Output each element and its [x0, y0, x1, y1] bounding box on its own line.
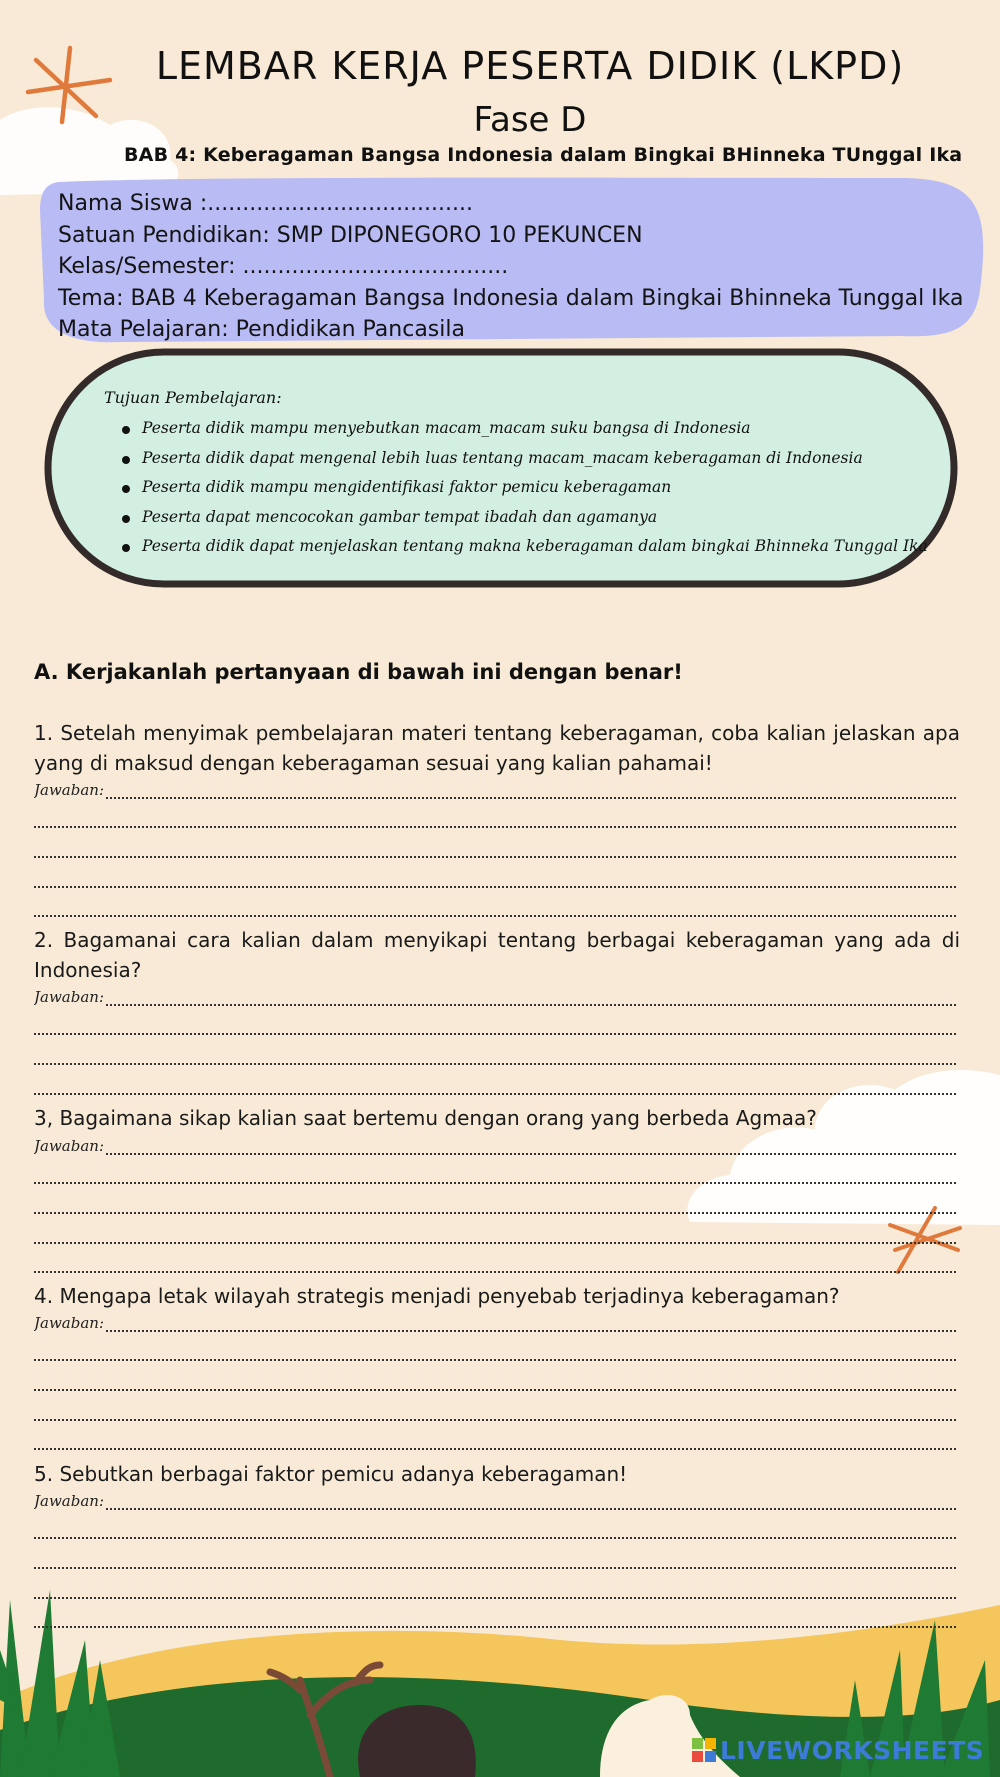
answer-area-2[interactable]: [34, 983, 956, 1102]
answer-line[interactable]: [34, 1042, 956, 1072]
answer-line[interactable]: [34, 1309, 956, 1339]
class-semester-line: Kelas/Semester: ......................................: [58, 254, 509, 279]
answer-line[interactable]: [34, 1251, 956, 1281]
question-1: 1. Setelah menyimak pembelajaran materi tentang keberagaman, coba kalian jelaskan apa yang di maksud dengan keberagaman sesuai yang kalian pahamai!: [34, 721, 960, 775]
student-info: [58, 188, 964, 346]
answer-line[interactable]: [34, 806, 956, 836]
question-5: 5. Sebutkan berbagai faktor pemicu adanya keberagaman!: [34, 1462, 628, 1486]
objective-item: Peserta didik mampu menyebutkan macam_macam suku bangsa di Indonesia: [118, 414, 928, 444]
objective-item: Peserta didik mampu mengidentifikasi faktor pemicu keberagaman: [118, 473, 928, 503]
answer-label: Jawaban:: [34, 988, 104, 1006]
school-line: Satuan Pendidikan: SMP DIPONEGORO 10 PEKUNCEN: [58, 222, 643, 248]
answer-label: Jawaban:: [34, 1314, 104, 1332]
answer-line[interactable]: [34, 1072, 956, 1102]
watermark[interactable]: LIVEWORKSHEETS: [720, 1736, 985, 1765]
answer-label: Jawaban:: [34, 1137, 104, 1155]
answer-line[interactable]: [34, 1606, 956, 1636]
liveworksheets-logo-icon: [692, 1738, 716, 1762]
subject-line: Mata Pelajaran: Pendidikan Pancasila: [58, 317, 465, 342]
objective-item: Peserta dapat mencocokan gambar tempat ibadah dan agamanya: [118, 503, 928, 533]
answer-label: Jawaban:: [34, 1492, 104, 1510]
answer-label: Jawaban:: [34, 781, 104, 799]
answer-line[interactable]: [34, 835, 956, 865]
answer-area-1[interactable]: [34, 776, 956, 924]
answer-line[interactable]: [34, 1368, 956, 1398]
chapter-title: BAB 4: Keberagaman Bangsa Indonesia dalam Bingkai BHinneka TUnggal Ika: [124, 144, 963, 166]
answer-line[interactable]: [34, 1191, 956, 1221]
answer-line[interactable]: [34, 1013, 956, 1043]
answer-area-3[interactable]: [34, 1132, 956, 1280]
answer-area-4[interactable]: [34, 1309, 956, 1457]
objectives-title: Tujuan Pembelajaran:: [104, 388, 282, 407]
answer-line[interactable]: [34, 1339, 956, 1369]
answer-area-5[interactable]: [34, 1487, 956, 1635]
answer-line[interactable]: [34, 1132, 956, 1162]
answer-line[interactable]: [34, 1221, 956, 1251]
objective-item: Peserta didik dapat menjelaskan tentang makna keberagaman dalam bingkai Bhinneka Tunggal Ika: [118, 532, 928, 562]
answer-line[interactable]: [34, 895, 956, 925]
answer-line[interactable]: [34, 1517, 956, 1547]
answer-line[interactable]: [34, 776, 956, 806]
theme-line: Tema: BAB 4 Keberagaman Bangsa Indonesia dalam Bingkai Bhinneka Tunggal Ika: [58, 285, 964, 311]
answer-line[interactable]: [34, 1398, 956, 1428]
answer-line[interactable]: [34, 1487, 956, 1517]
answer-line[interactable]: [34, 1162, 956, 1192]
objectives-list: [118, 414, 928, 562]
answer-line[interactable]: [34, 1546, 956, 1576]
question-2: 2. Bagamanai cara kalian dalam menyikapi tentang berbagai keberagaman yang ada di Indonesia?: [34, 928, 960, 982]
page-title: LEMBAR KERJA PESERTA DIDIK (LKPD): [155, 44, 905, 88]
objective-item: Peserta didik dapat mengenal lebih luas tentang macam_macam keberagaman di Indonesia: [118, 444, 928, 474]
answer-line[interactable]: [34, 1576, 956, 1606]
answer-line[interactable]: [34, 983, 956, 1013]
answer-line[interactable]: [34, 1428, 956, 1458]
phase-label: Fase D: [473, 100, 587, 140]
section-a-heading: A. Kerjakanlah pertanyaan di bawah ini dengan benar!: [34, 660, 683, 684]
student-name-line: Nama Siswa :......................................: [58, 191, 474, 216]
question-4: 4. Mengapa letak wilayah strategis menjadi penyebab terjadinya keberagaman?: [34, 1284, 840, 1308]
answer-line[interactable]: [34, 865, 956, 895]
question-3: 3, Bagaimana sikap kalian saat bertemu dengan orang yang berbeda Agmaa?: [34, 1106, 817, 1130]
